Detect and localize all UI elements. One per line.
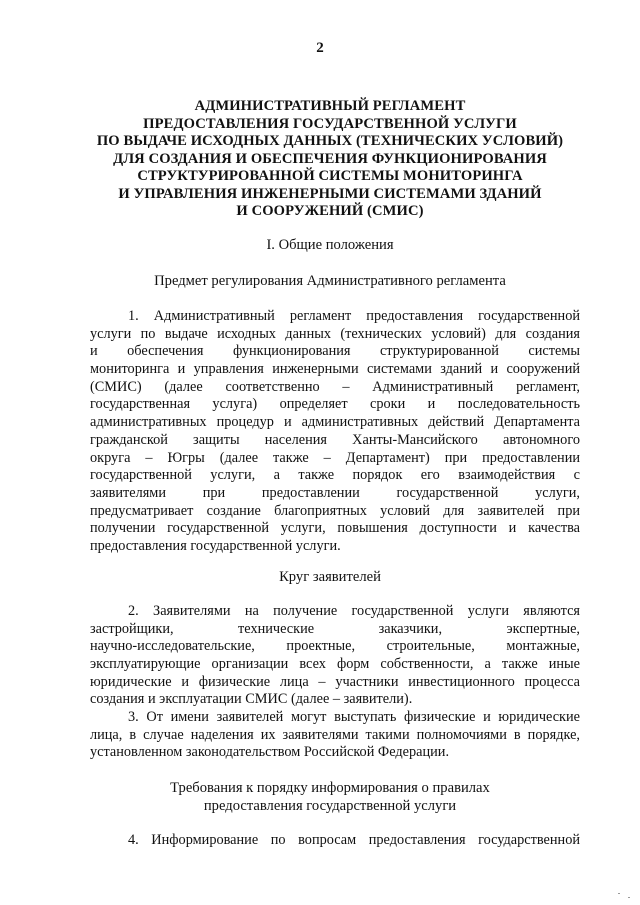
title-line: ПРЕДОСТАВЛЕНИЯ ГОСУДАРСТВЕННОЙ УСЛУГИ bbox=[143, 115, 517, 132]
title-line: СТРУКТУРИРОВАННОЙ СИСТЕМЫ МОНИТОРИНГА bbox=[137, 168, 523, 184]
paragraph-line: лица, в случае наделения их заявителями такими полномочиями в порядке, bbox=[90, 726, 580, 743]
subsection-heading-text: Предмет регулирования Административного регламента bbox=[154, 273, 506, 289]
paragraph-line: создания и эксплуатации СМИС (далее – заявители). bbox=[90, 691, 413, 708]
section-heading bbox=[60, 236, 600, 254]
paragraph-line: государственная услуга) определяет сроки и последовательность bbox=[90, 396, 580, 413]
paragraph-line: государственной услуги, а также порядок его взаимодействия с bbox=[90, 467, 580, 484]
paragraph-line: мониторинга и управления инженерными системами зданий и сооружений bbox=[90, 361, 580, 378]
paragraph-3 bbox=[90, 709, 580, 762]
document-title bbox=[60, 98, 600, 221]
title-line: АДМИНИСТРАТИВНЫЙ РЕГЛАМЕНТ bbox=[194, 98, 466, 114]
subsection-heading-text: Круг заявителей bbox=[279, 569, 381, 585]
title-line: ДЛЯ СОЗДАНИЯ И ОБЕСПЕЧЕНИЯ ФУНКЦИОНИРОВАНИЯ bbox=[113, 150, 547, 167]
paragraph-line: застройщики, технические заказчики, экспертные, bbox=[90, 620, 580, 637]
paragraph-line: юридические и физические лица – участники инвестиционного процесса bbox=[90, 673, 580, 690]
paragraph-line: предоставления государственной услуги. bbox=[90, 537, 341, 554]
paragraph-line: получении государственной услуги, повышения доступности и качества bbox=[90, 520, 580, 537]
paragraph-line: 3. От имени заявителей могут выступать физические и юридические bbox=[128, 709, 580, 725]
title-line: И СООРУЖЕНИЙ (СМИС) bbox=[236, 203, 424, 219]
subsection-heading-text: предоставления государственной услуги bbox=[203, 798, 457, 814]
scan-speck bbox=[618, 893, 620, 894]
paragraph-1 bbox=[90, 308, 580, 556]
section-heading-text: I. Общие положения bbox=[266, 237, 394, 253]
subsection-heading-text: Требования к порядку информирования о правилах bbox=[170, 780, 490, 796]
paragraph-line: научно-исследовательские, проектные, строительные, монтажные, bbox=[90, 638, 580, 655]
title-line: И УПРАВЛЕНИЯ ИНЖЕНЕРНЫМИ СИСТЕМАМИ ЗДАНИЙ bbox=[118, 185, 542, 202]
paragraph-line: 2. Заявителями на получение государственной услуги являются bbox=[128, 603, 580, 619]
page-number: 2 bbox=[316, 40, 324, 56]
paragraph-line: эксплуатирующие организации всех форм собственности, а также иные bbox=[90, 656, 580, 673]
paragraph-line: и обеспечения функционирования структурированной системы bbox=[90, 343, 580, 360]
paragraph-line: округа – Югры (далее также – Департамент) при предоставлении bbox=[90, 449, 580, 466]
paragraph-line: предусматривает создание благоприятных условий для заявителей при bbox=[90, 502, 580, 519]
title-line: ПО ВЫДАЧЕ ИСХОДНЫХ ДАННЫХ (ТЕХНИЧЕСКИХ УСЛОВИЙ) bbox=[96, 133, 564, 149]
paragraph-line: 1. Административный регламент предоставления государственной bbox=[128, 308, 580, 324]
paragraph-line: установленном законодательством Российской Федерации. bbox=[90, 744, 450, 761]
paragraph-line: гражданской защиты населения Ханты-Мансийского автономного bbox=[90, 431, 580, 448]
paragraph-2 bbox=[90, 603, 580, 709]
paragraph-line: 4. Информирование по вопросам предоставления государственной bbox=[128, 832, 580, 848]
paragraph-line: заявителями при предоставлении государственной услуги, bbox=[90, 484, 580, 501]
scan-speck bbox=[628, 897, 630, 898]
subsection-heading-applicants bbox=[60, 568, 600, 586]
subsection-heading-subject bbox=[60, 272, 600, 290]
paragraph-4 bbox=[90, 832, 580, 850]
paragraph-line: административных процедур и административных действий Департамента bbox=[90, 414, 580, 431]
paragraph-line: услуги по выдаче исходных данных (технических условий) для создания bbox=[90, 325, 580, 342]
paragraph-line: (СМИС) (далее соответственно – Административный регламент, bbox=[90, 378, 580, 395]
subsection-heading-informing bbox=[60, 779, 600, 815]
